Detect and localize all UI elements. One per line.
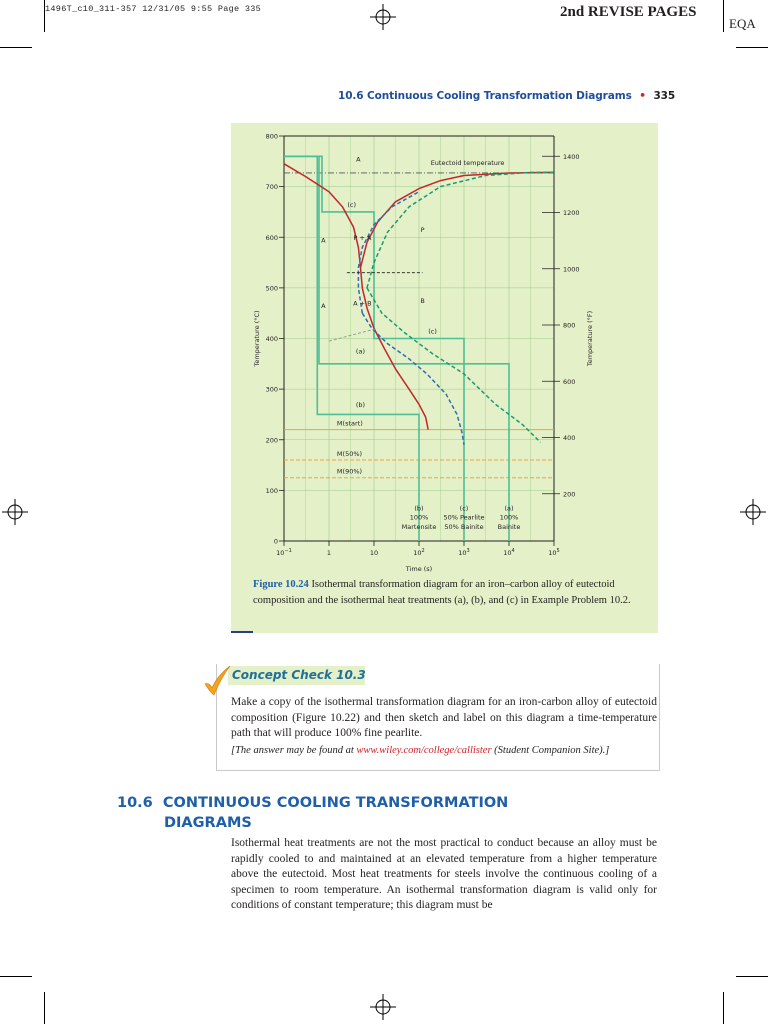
bainite-start-extension (329, 328, 378, 341)
crop-mark (0, 47, 32, 48)
region-label: (c) (428, 327, 437, 336)
x-tick-exponent: 2 (421, 548, 425, 554)
x-tick-label: 10 (369, 549, 379, 557)
x-tick-exponent: −1 (284, 548, 292, 554)
region-label: P (420, 226, 425, 235)
isothermal-transformation-chart (231, 123, 658, 573)
y-right-tick-label: 1000 (563, 265, 580, 274)
region-label: (b) (355, 400, 366, 409)
region-label: A (321, 236, 326, 245)
y-tick-label: 0 (273, 537, 278, 546)
region-label: 100% (499, 513, 519, 522)
y-tick-label: 400 (265, 335, 278, 343)
section-body: Isothermal heat treatments are not the most practical to conduct because an alloy must be rapidly cooled to and maintained at an elevated temperature from a higher temperature above the eutectoid. Most heat treatments for steels involve the continuous cooling of a specimen to room temperature. An isothermal transformation diagram is valid only for conditions of constant temperature; this diagram must be (231, 837, 657, 911)
registration-mark-bottom (370, 994, 396, 1020)
y-right-axis-title: Temperature (°F) (586, 310, 594, 367)
y-tick-label: 600 (265, 233, 278, 242)
running-head-section: 10.6 Continuous Cooling Transformation Diagrams (338, 90, 632, 102)
region-label: 50% Pearlite (443, 513, 485, 522)
section-heading (117, 793, 508, 833)
martensite-label: M(start) (336, 419, 363, 428)
y-right-tick-label: 800 (563, 321, 576, 330)
region-label: A + B (353, 299, 372, 308)
crop-mark (723, 992, 724, 1024)
running-head (338, 90, 675, 102)
region-label: Bainite (497, 522, 521, 531)
crop-mark (44, 992, 45, 1024)
y-tick-label: 800 (265, 132, 278, 141)
y-tick-label: 200 (265, 436, 278, 445)
y-axis-title: Temperature (°C) (253, 310, 261, 367)
registration-mark-left (2, 499, 28, 525)
answer-url-link[interactable]: www.wiley.com/college/callister (356, 745, 492, 756)
transformation-curve (358, 192, 419, 314)
x-tick-exponent: 4 (511, 548, 515, 554)
x-tick-label: $10^5$ (548, 548, 560, 557)
y-right-tick-label: 200 (563, 490, 576, 499)
region-label: (c) (459, 504, 469, 513)
y-right-tick-label: 400 (563, 434, 576, 442)
region-label: 100% (409, 513, 429, 522)
registration-mark-top (370, 4, 396, 30)
crop-mark (736, 47, 768, 48)
region-label: B (420, 297, 425, 306)
figure-caption-text: Isothermal transformation diagram for an iron–carbon alloy of eutectoid composition and the isothermal heat treatments (a), (b), and (c) in Example Problem 10.2. (253, 579, 631, 606)
section-title-line2: DIAGRAMS (164, 815, 252, 831)
answer-suffix: (Student Companion Site).] (491, 745, 610, 756)
figure-caption (253, 577, 648, 608)
registration-mark-right (740, 499, 766, 525)
eutectoid-label: Eutectoid temperature (430, 158, 505, 167)
figure-label: Figure 10.24 (253, 579, 309, 590)
transformation-curve (362, 313, 464, 445)
page-number: 335 (653, 90, 676, 102)
concept-check-title: Concept Check 10.3 (232, 668, 366, 682)
x-tick-exponent: 5 (556, 548, 560, 554)
x-tick-exponent: 3 (466, 548, 470, 554)
region-label: P + A (353, 233, 372, 242)
running-head-bullet: • (639, 90, 646, 102)
region-label: (a) (504, 504, 514, 513)
y-right-tick-label: 1400 (563, 152, 580, 161)
concept-check-answer (231, 745, 657, 756)
printer-slug: 1496T_c10_311-357 12/31/05 9:55 Page 335 (45, 4, 262, 14)
region-label: (b) (414, 504, 424, 513)
martensite-label: M(90%) (336, 467, 363, 476)
x-tick-label: 1 (326, 549, 332, 557)
crop-mark (0, 976, 32, 977)
answer-prefix: [The answer may be found at (231, 745, 357, 756)
crop-mark (736, 976, 768, 977)
revise-label: 2nd REVISE PAGES (560, 4, 697, 20)
x-tick-label: $10^3$ (458, 548, 470, 557)
region-label: Martensite (401, 522, 437, 531)
eqa-label: EQA (729, 16, 756, 31)
figure-accent-bar (231, 631, 253, 633)
transformation-curve (367, 172, 554, 288)
y-right-tick-label: 600 (563, 377, 576, 386)
y-right-tick-label: 1200 (563, 209, 580, 217)
region-label: A (356, 155, 361, 164)
x-tick-label: $10^{-1}$ (276, 548, 292, 557)
section-title-line1: CONTINUOUS COOLING TRANSFORMATION (162, 795, 509, 811)
y-tick-label: 100 (265, 486, 278, 495)
x-tick-label: $10^4$ (503, 548, 515, 557)
crop-mark (723, 0, 724, 32)
y-tick-label: 300 (265, 385, 278, 394)
region-label: 50% Bainite (444, 522, 484, 531)
checkmark-icon (203, 664, 233, 698)
region-label: (c) (347, 200, 357, 209)
treatment-path-b (284, 156, 419, 541)
y-tick-label: 500 (265, 284, 278, 293)
x-tick-label: $10^2$ (413, 548, 425, 557)
region-label: (a) (355, 347, 365, 356)
x-axis-title: Time (s) (405, 565, 433, 573)
martensite-label: M(50%) (336, 450, 363, 458)
concept-check-body: Make a copy of the isothermal transformation diagram for an iron-carbon alloy of eutectoid composition (Figure 10.22) and then sketch and label on this diagram a time-temperature path that will produce 100% fine pearlite. (231, 696, 657, 739)
section-number: 10.6 (117, 795, 153, 811)
y-tick-label: 700 (265, 183, 278, 192)
region-label: A (321, 302, 326, 311)
